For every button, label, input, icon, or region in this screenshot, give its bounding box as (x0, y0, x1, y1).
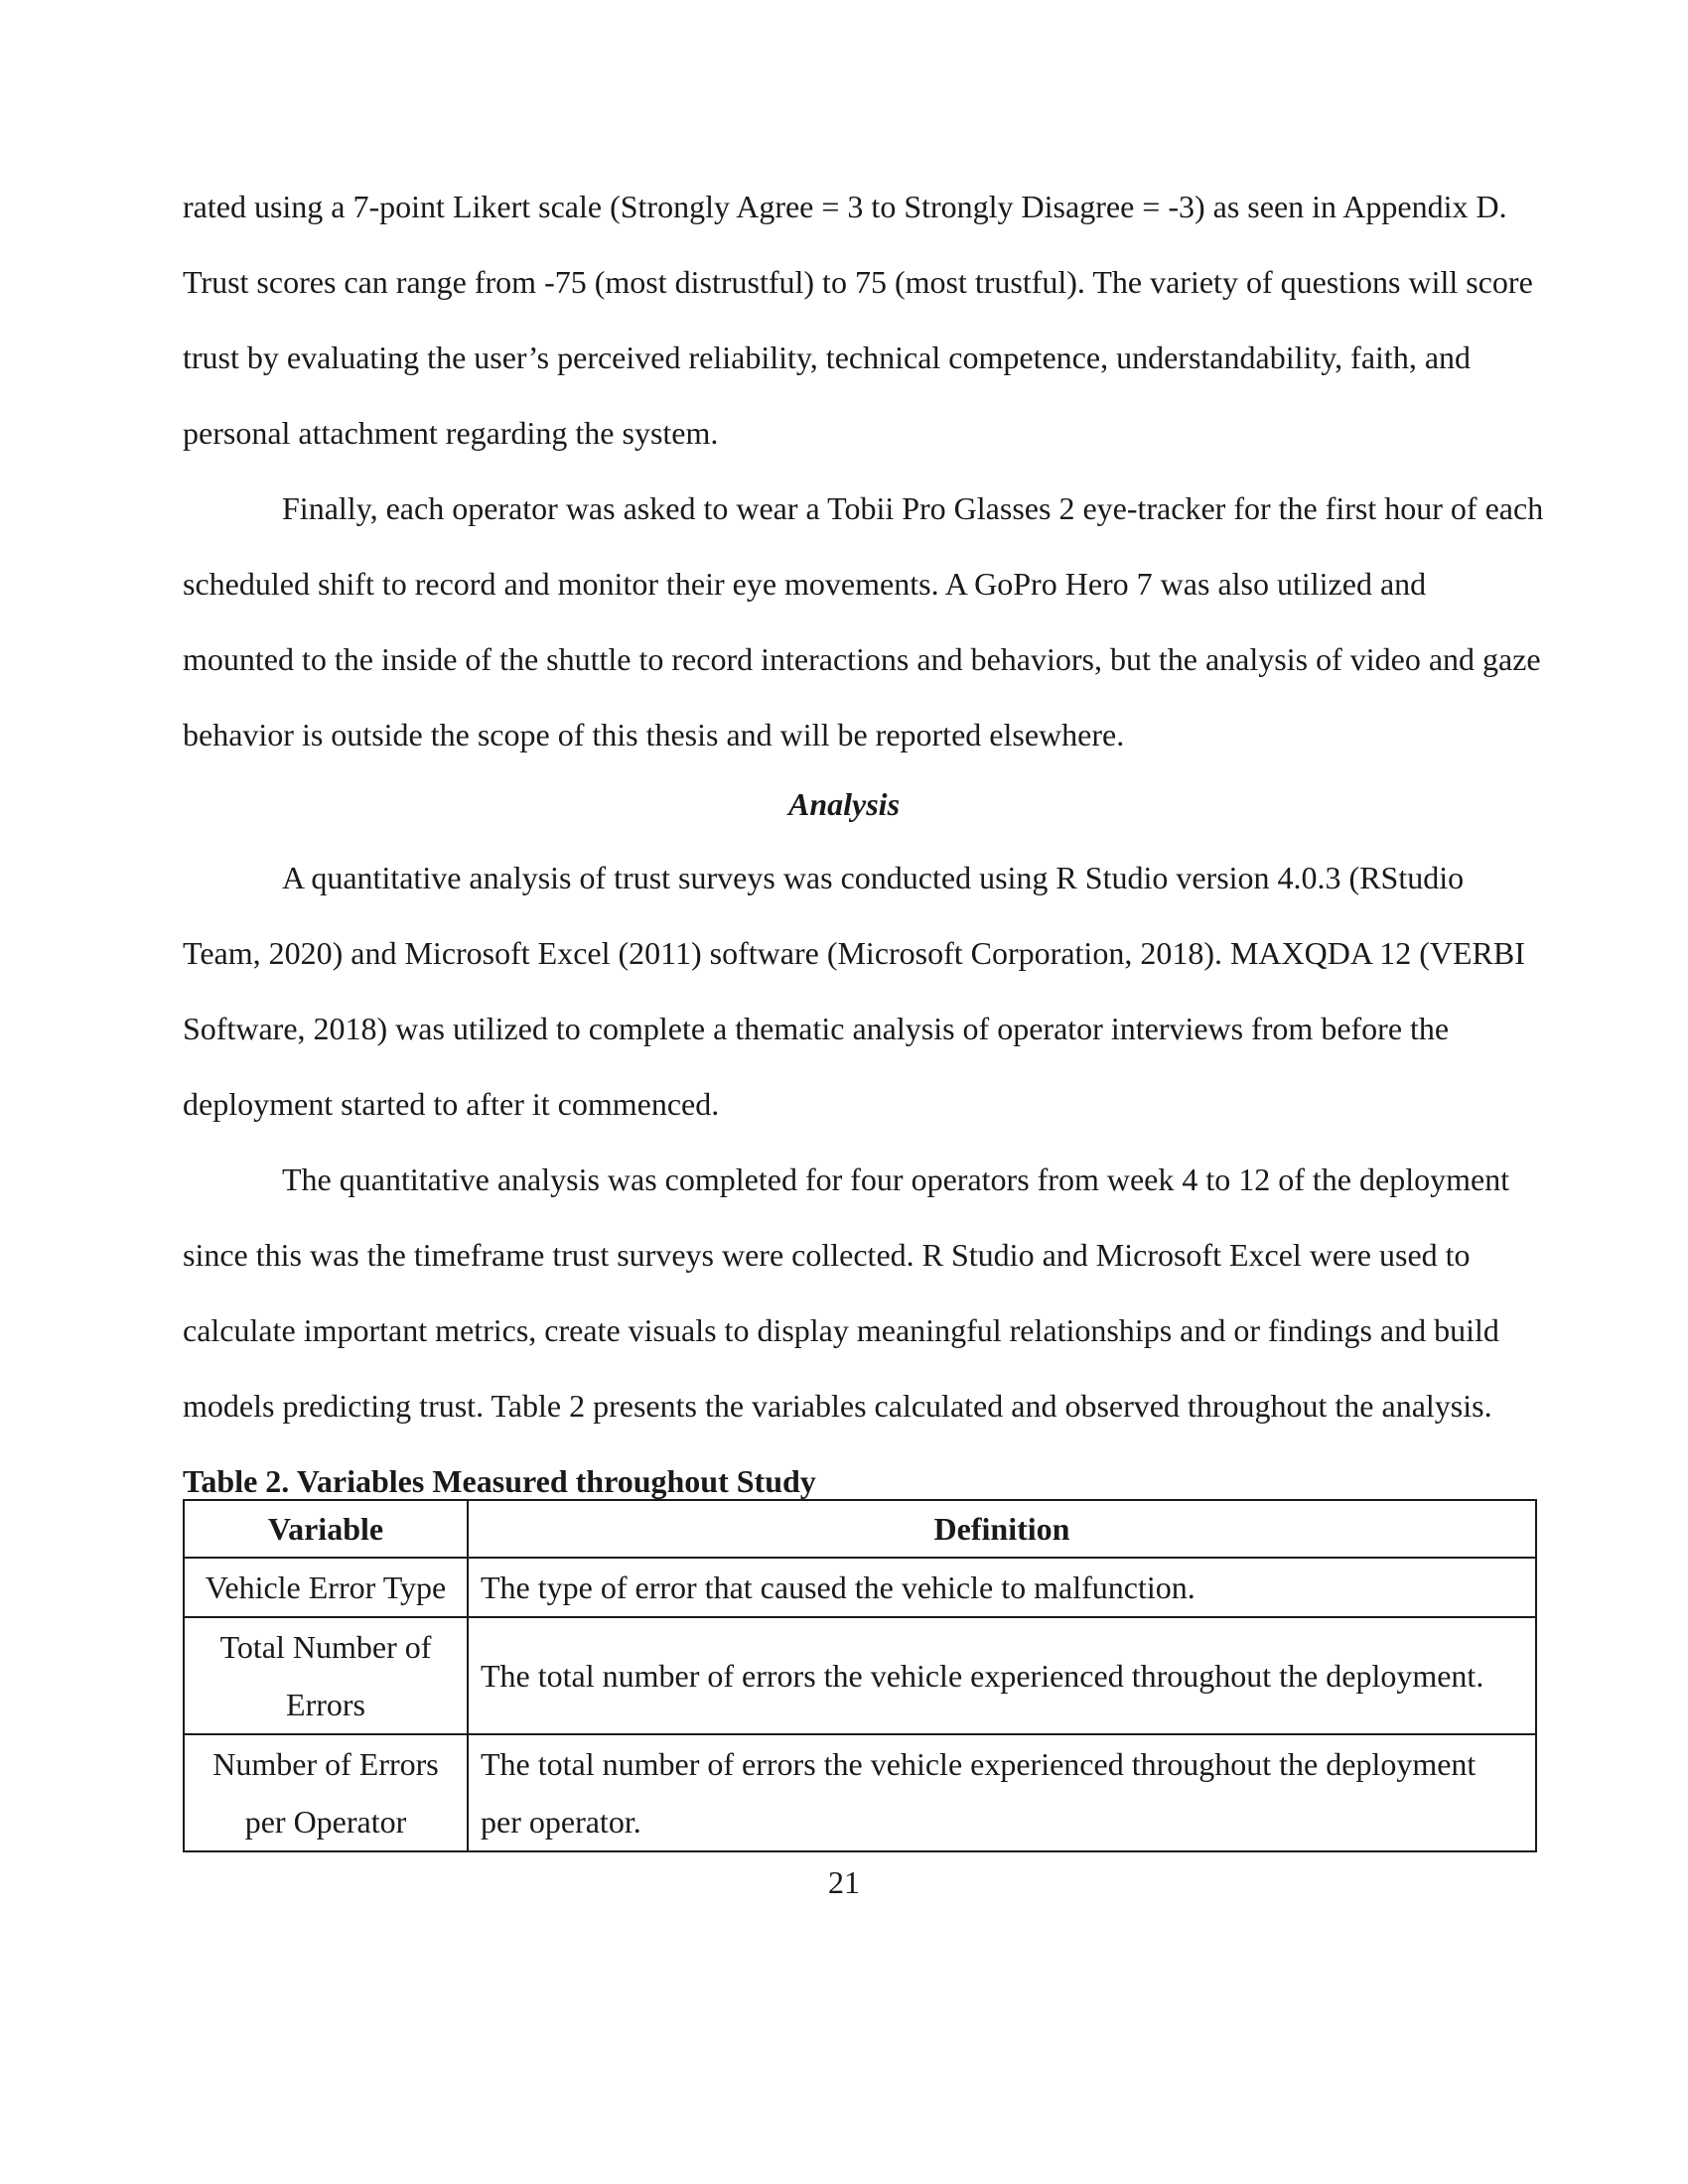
cell-variable: Vehicle Error Type (184, 1558, 468, 1617)
paragraph-quantitative-analysis: A quantitative analysis of trust surveys was conducted using R Studio version 4.0.3 (RStudio Team, 2020) and Microsoft Excel (2011) software (Microsoft Corporation, 2018). MAXQDA 12 (VERBI Software, 2018) was utilized to complete a thematic analysis of operator interviews from before the deployment started to after it commenced. (183, 860, 1525, 1122)
table-header-row (184, 1500, 1536, 1558)
table-row (184, 1734, 1536, 1851)
paragraph-analysis-scope: The quantitative analysis was completed for four operators from week 4 to 12 of the deployment since this was the timeframe trust surveys were collected. R Studio and Microsoft Excel were used to calculate important metrics, create visuals to display meaningful relationships and or findings and build models predicting trust. Table 2 presents the variables calculated and observed throughout the analysis. (183, 1161, 1510, 1424)
paragraph-eye-tracker: Finally, each operator was asked to wear a Tobii Pro Glasses 2 eye-tracker for the first hour of each scheduled shift to record and monitor their eye movements. A GoPro Hero 7 was also utilized and mounted to the inside of the shuttle to record interactions and behaviors, but the analysis of video and gaze behavior is outside the scope of this thesis and will be reported elsewhere. (183, 490, 1544, 752)
cell-definition: The total number of errors the vehicle experienced throughout the deployment. (468, 1617, 1536, 1734)
cell-definition: The total number of errors the vehicle experienced throughout the deployment per operator. (468, 1734, 1536, 1851)
cell-definition: The type of error that caused the vehicle to malfunction. (468, 1558, 1536, 1617)
section-heading-analysis: Analysis (787, 786, 901, 822)
variables-table (183, 1499, 1537, 1852)
page-number: 21 (828, 1864, 860, 1900)
table-caption: Table 2. Variables Measured throughout Study (183, 1463, 816, 1499)
paragraph-likert-scale: rated using a 7-point Likert scale (Strongly Agree = 3 to Strongly Disagree = -3) as seen in Appendix D. Trust scores can range from -75 (most distrustful) to 75 (most trustful). The variety of questions will score trust by evaluating the user’s perceived reliability, technical competence, understandability, faith, and personal attachment regarding the system. (183, 189, 1533, 451)
cell-variable: Total Number of Errors (184, 1617, 468, 1734)
table-row (184, 1617, 1536, 1734)
table-row (184, 1558, 1536, 1617)
header-definition: Definition (468, 1500, 1536, 1558)
header-variable: Variable (184, 1500, 468, 1558)
cell-variable: Number of Errors per Operator (184, 1734, 468, 1851)
